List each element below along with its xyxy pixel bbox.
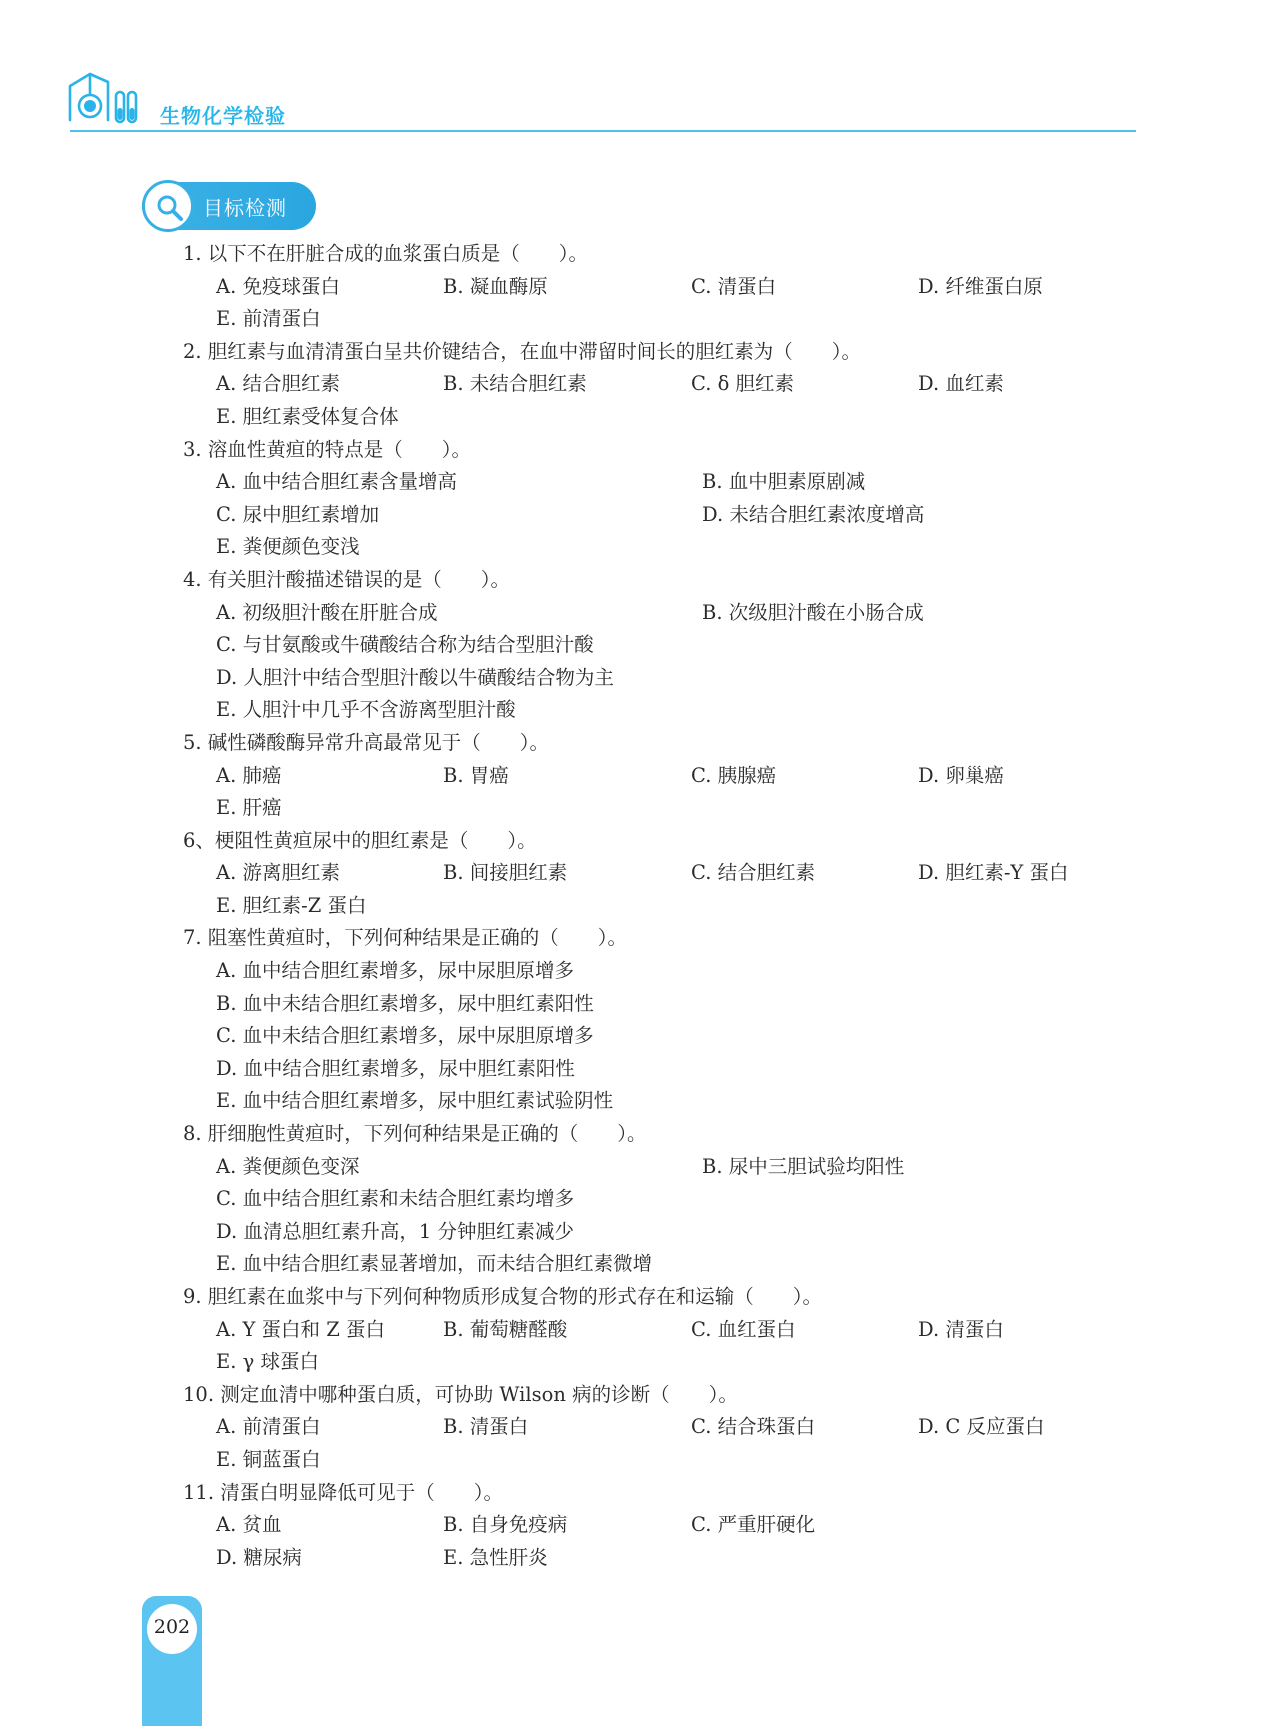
page-number: 202	[153, 1616, 191, 1638]
option: D. 血中结合胆红素增多，尿中胆红素阳性	[216, 1056, 575, 1080]
question	[183, 336, 1163, 434]
option: C. 与甘氨酸或牛磺酸结合称为结合型胆汁酸	[216, 633, 594, 657]
option: C. 结合珠蛋白	[691, 1415, 816, 1439]
question	[183, 1379, 1163, 1477]
option: B. 间接胆红素	[443, 861, 568, 885]
question	[183, 1118, 1163, 1281]
option: C. 血中结合胆红素和未结合胆红素均增多	[216, 1187, 575, 1211]
question-stem: 9. 胆红素在血浆中与下列何种物质形成复合物的形式存在和运输（ ）。	[183, 1285, 823, 1308]
question-stem: 1. 以下不在肝脏合成的血浆蛋白质是（ ）。	[183, 242, 589, 265]
option: B. 血中胆素原剧减	[702, 470, 866, 494]
option: D. 人胆汁中结合型胆汁酸以牛磺酸结合物为主	[216, 665, 614, 689]
question	[183, 238, 1163, 336]
flask-test-tube-icon	[68, 68, 140, 132]
question-stem: 8. 肝细胞性黄疸时，下列何种结果是正确的（ ）。	[183, 1122, 647, 1146]
question-stem: 7. 阻塞性黄疸时，下列何种结果是正确的（ ）。	[183, 926, 628, 950]
option: B. 胃癌	[443, 763, 509, 787]
question-stem: 6、梗阻性黄疸尿中的胆红素是（ ）。	[183, 828, 537, 852]
option: A. 免疫球蛋白	[216, 274, 340, 298]
option: E. 胆红素-Z 蛋白	[216, 893, 367, 917]
option: D. 清蛋白	[918, 1317, 1004, 1341]
option: A. 血中结合胆红素含量增高	[216, 470, 457, 494]
option: C. 血红蛋白	[691, 1317, 796, 1341]
option: E. 血中结合胆红素增多，尿中胆红素试验阴性	[216, 1089, 614, 1113]
book-title: 生物化学检验	[160, 104, 286, 128]
question	[183, 1281, 1163, 1379]
option: D. C 反应蛋白	[918, 1415, 1045, 1439]
option: C. 血中未结合胆红素增多，尿中尿胆原增多	[216, 1024, 594, 1048]
option: A. 贫血	[216, 1513, 282, 1537]
option: A. 结合胆红素	[216, 372, 340, 396]
question-stem: 10. 测定血清中哪种蛋白质，可协助 Wilson 病的诊断（ ）。	[183, 1382, 738, 1406]
question-list	[183, 238, 1163, 1574]
question-stem: 5. 碱性磷酸酶异常升高最常见于（ ）。	[183, 730, 550, 754]
question-stem: 3. 溶血性黄疸的特点是（ ）。	[183, 437, 472, 461]
option: A. 肺癌	[216, 763, 282, 787]
question	[183, 825, 1163, 923]
option: B. 凝血酶原	[443, 274, 548, 298]
question	[183, 564, 1163, 727]
option: D. 血红素	[918, 372, 1004, 396]
option: D. 胆红素-Y 蛋白	[918, 861, 1069, 885]
option: C. 清蛋白	[691, 274, 777, 298]
option: A. 前清蛋白	[216, 1415, 321, 1439]
option: E. 粪便颜色变浅	[216, 535, 360, 559]
option: B. 自身免疫病	[443, 1513, 568, 1537]
header-divider	[70, 130, 1136, 132]
question	[183, 1477, 1163, 1575]
option: D. 糖尿病	[216, 1545, 302, 1569]
option: E. 血中结合胆红素显著增加，而未结合胆红素微增	[216, 1252, 653, 1276]
option: A. 粪便颜色变深	[216, 1154, 360, 1178]
section-icon-circle	[142, 180, 194, 232]
question	[183, 727, 1163, 825]
option: B. 尿中三胆试验均阳性	[702, 1154, 905, 1178]
section-title: 目标检测	[203, 196, 287, 220]
option: B. 葡萄糖醛酸	[443, 1317, 568, 1341]
question-stem: 4. 有关胆汁酸描述错误的是（ ）。	[183, 567, 511, 591]
option: D. 血清总胆红素升高，1 分钟胆红素减少	[216, 1219, 574, 1243]
option: A. 血中结合胆红素增多，尿中尿胆原增多	[216, 959, 574, 983]
option: A. 游离胆红素	[216, 861, 340, 885]
option: A. Y 蛋白和 Z 蛋白	[216, 1317, 385, 1341]
option: D. 卵巢癌	[918, 763, 1004, 787]
option: A. 初级胆汁酸在肝脏合成	[216, 600, 438, 624]
option: E. 肝癌	[216, 796, 282, 820]
option: C. 尿中胆红素增加	[216, 502, 380, 526]
question	[183, 922, 1163, 1118]
option: D. 未结合胆红素浓度增高	[702, 502, 925, 526]
option: B. 未结合胆红素	[443, 372, 587, 396]
option: E. 胆红素受体复合体	[216, 404, 399, 428]
option: E. 急性肝炎	[443, 1545, 548, 1569]
option: E. γ 球蛋白	[216, 1350, 319, 1374]
magnifier-icon	[154, 192, 184, 222]
option: D. 纤维蛋白原	[918, 274, 1043, 298]
option: E. 前清蛋白	[216, 307, 321, 331]
option: B. 清蛋白	[443, 1415, 529, 1439]
option: B. 次级胆汁酸在小肠合成	[702, 600, 924, 624]
question-stem: 2. 胆红素与血清清蛋白呈共价键结合，在血中滞留时间长的胆红素为（ ）。	[183, 339, 862, 363]
option: E. 人胆汁中几乎不含游离型胆汁酸	[216, 698, 516, 722]
question-stem: 11. 清蛋白明显降低可见于（ ）。	[183, 1480, 503, 1504]
option: C. 胰腺癌	[691, 763, 777, 787]
option: B. 血中未结合胆红素增多，尿中胆红素阳性	[216, 991, 594, 1015]
option: C. 结合胆红素	[691, 861, 816, 885]
question	[183, 434, 1163, 564]
option: E. 铜蓝蛋白	[216, 1447, 321, 1471]
option: C. δ 胆红素	[691, 372, 795, 396]
option: C. 严重肝硬化	[691, 1513, 816, 1537]
